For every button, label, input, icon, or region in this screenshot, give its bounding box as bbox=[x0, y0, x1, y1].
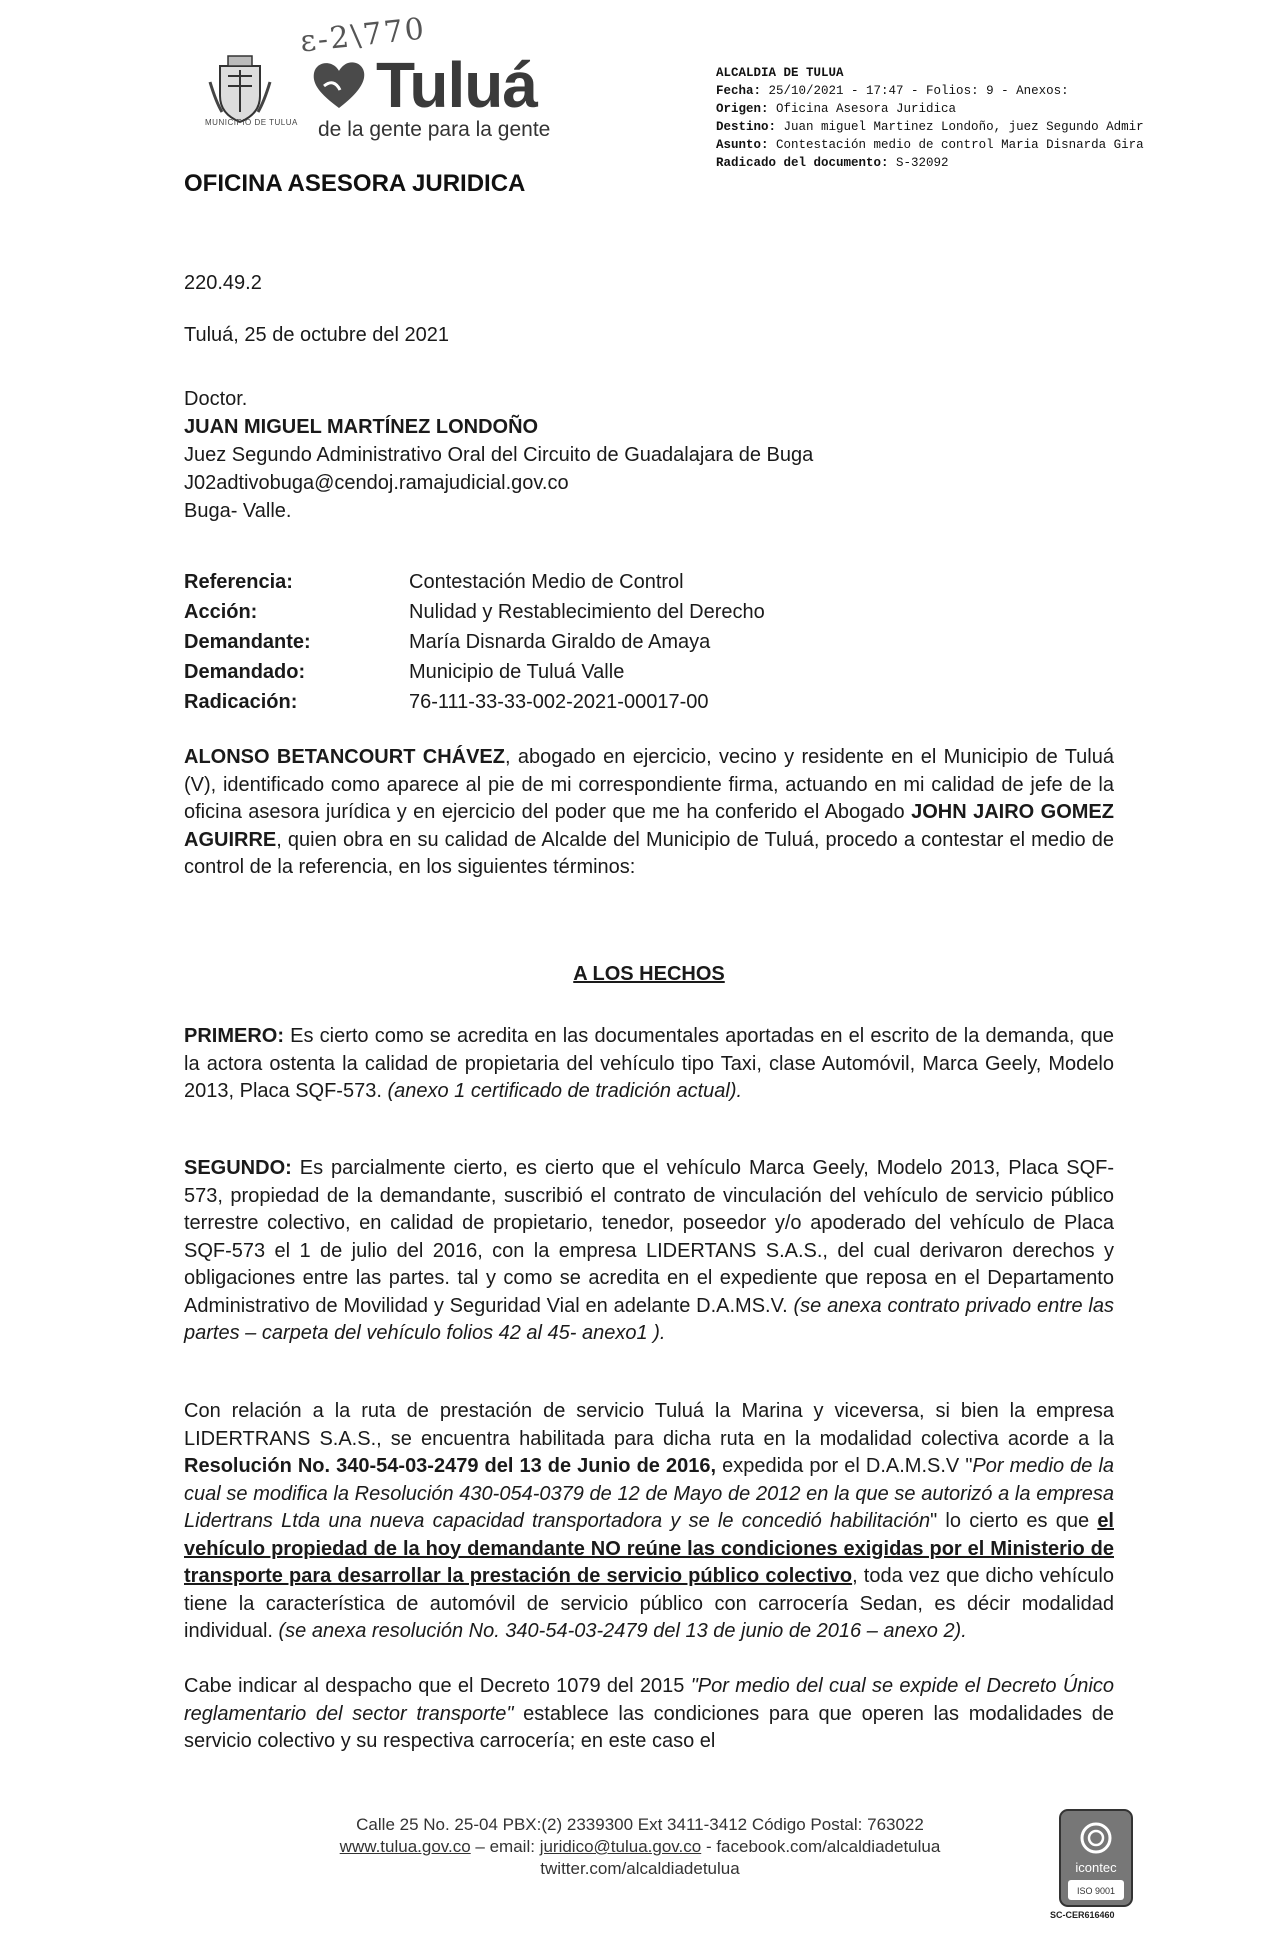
resolution-quote: Por medio de la cual se modifica la Resolución 430-054-0379 de 12 de Mayo de 2012 en la que se autorizó a la empresa Lidertrans Ltda una nueva capacidad transportadora y se le concedió habilitación bbox=[184, 1455, 1115, 1532]
reference-code: 220.49.2 bbox=[184, 272, 262, 294]
salutation: Doctor. bbox=[184, 388, 248, 410]
reference-row bbox=[184, 687, 765, 717]
reference-label: Referencia: bbox=[184, 571, 293, 593]
case-references bbox=[184, 567, 765, 717]
stamp-fecha-label: Fecha: bbox=[716, 84, 762, 98]
date-line: Tuluá, 25 de octubre del 2021 bbox=[184, 324, 450, 346]
lawyer-name: ALONSO BETANCOURT CHÁVEZ bbox=[184, 746, 505, 768]
handwritten-note: ε-2\770 bbox=[298, 11, 428, 60]
fact-label: SEGUNDO: bbox=[184, 1157, 292, 1179]
reference-value: Municipio de Tuluá Valle bbox=[409, 661, 625, 683]
stamp-destino-label: Destino: bbox=[716, 120, 777, 134]
footer-website-link[interactable]: www.tulua.gov.co bbox=[339, 1837, 471, 1856]
decree-quote: "Por medio del cual se expide el Decreto Único reglamentario del sector transporte" bbox=[184, 1675, 1114, 1725]
reference-label: Radicación: bbox=[184, 691, 298, 713]
resolution-ref: Resolución No. 340-54-03-2479 del 13 de Junio de 2016, bbox=[184, 1455, 717, 1477]
cert-iso: ISO 9001 bbox=[1076, 1886, 1116, 1896]
icontec-certification-icon bbox=[1058, 1808, 1134, 1908]
fact-text: Es cierto como se acredita en las documentales aportadas en el escrito de la demanda, que la actora ostenta la calidad de propietaria del vehículo tipo Taxi, clase Automóvil, Marca Geely, Modelo 2013, Placa SQF-573. bbox=[184, 1025, 1114, 1102]
office-title: OFICINA ASESORA JURIDICA bbox=[184, 170, 526, 197]
decree-text-2: establece las condiciones para que operen las modalidades de servicio colectivo y su respectiva carrocería; en este caso el bbox=[184, 1702, 1114, 1752]
route-annex: (se anexa resolución No. 340-54-03-2479 del 13 de junio de 2016 – anexo 2). bbox=[278, 1620, 967, 1642]
heart-logo-icon bbox=[310, 58, 368, 112]
intro-paragraph bbox=[184, 744, 1114, 882]
reference-row bbox=[184, 597, 765, 627]
municipal-crest-icon bbox=[208, 52, 272, 128]
reference-label: Acción: bbox=[184, 601, 258, 623]
crest-caption: MUNICIPIO DE TULUA bbox=[205, 118, 298, 127]
stamp-radicado: S-32092 bbox=[896, 156, 949, 170]
route-text-1: Con relación a la ruta de prestación de servicio Tuluá la Marina y viceversa, si bien la empresa LIDERTRANS S.A.S., se encuentra habilitada para dicha ruta en la modalidad colectiva acorde a la bbox=[184, 1400, 1114, 1450]
reference-label: Demandado: bbox=[184, 661, 306, 683]
route-paragraph bbox=[184, 1398, 1114, 1646]
cert-code: SC-CER616460 bbox=[1050, 1910, 1115, 1920]
fact-segundo bbox=[184, 1155, 1114, 1348]
footer-contact bbox=[250, 1814, 1030, 1880]
decree-text-1: Cabe indicar al despacho que el Decreto 1079 del 2015 bbox=[184, 1675, 691, 1697]
mayor-name: JOHN JAIRO GOMEZ AGUIRRE bbox=[184, 801, 1114, 851]
stamp-entity: ALCALDIA DE TULUA bbox=[716, 66, 844, 80]
footer-email-link[interactable]: juridico@tulua.gov.co bbox=[539, 1837, 702, 1856]
intro-text-1: , abogado en ejercicio, vecino y residente en el Municipio de Tuluá (V), identificado como aparece al pie de mi correspondiente firma, actuando en mi calidad de jefe de la oficina asesora jurídica y en ejercicio del poder que me ha conferido el Abogado bbox=[184, 746, 1114, 823]
cert-brand: icontec bbox=[1075, 1860, 1117, 1875]
brand-slogan: de la gente para la gente bbox=[318, 118, 551, 141]
reference-label: Demandante: bbox=[184, 631, 311, 653]
addressee-name: JUAN MIGUEL MARTÍNEZ LONDOÑO bbox=[184, 416, 539, 438]
decree-paragraph bbox=[184, 1673, 1114, 1756]
reference-value: 76-111-33-33-002-2021-00017-00 bbox=[409, 691, 709, 713]
footer-facebook: - facebook.com/alcaldiadetulua bbox=[701, 1837, 941, 1856]
reference-value: Nulidad y Restablecimiento del Derecho bbox=[409, 601, 765, 623]
fact-annex: (anexo 1 certificado de tradición actual). bbox=[387, 1080, 743, 1102]
reference-value: Contestación Medio de Control bbox=[409, 571, 684, 593]
fact-annex: (se anexa contrato privado entre las partes – carpeta del vehículo folios 42 al 45- anexo1 ). bbox=[184, 1294, 1114, 1344]
intro-text-2: , quien obra en su calidad de Alcalde del Municipio de Tuluá, procedo a contestar el medio de control de la referencia, en los siguientes términos: bbox=[184, 828, 1114, 878]
section-title: A LOS HECHOS bbox=[573, 963, 725, 985]
footer-twitter: twitter.com/alcaldiadetulua bbox=[540, 1859, 740, 1878]
fact-text: Es parcialmente cierto, es cierto que el vehículo Marca Geely, Modelo 2013, Placa SQF-573, propiedad de la demandante, suscribió el contrato de vinculación del vehículo de servicio público terrestre colectivo, en calidad de propietario, tenedor, poseedor y/o apoderado del vehículo de Placa SQF-573 el 1 de julio del 2016, con la empresa LIDERTANS S.A.S., del cual derivaron derechos y obligaciones entre las partes. tal y como se acredita en el expediente que reposa en el Departamento Administrativo de Movilidad y Seguridad Vial en adelante D.A.MS.V. bbox=[184, 1157, 1114, 1317]
route-text-2: expedida por el D.A.M.S.V " bbox=[716, 1455, 973, 1477]
reference-value: María Disnarda Giraldo de Amaya bbox=[409, 631, 711, 653]
reference-row bbox=[184, 657, 765, 687]
fact-primero bbox=[184, 1023, 1114, 1106]
reference-row bbox=[184, 567, 765, 597]
addressee-email: J02adtivobuga@cendoj.ramajudicial.gov.co bbox=[184, 472, 569, 494]
filing-stamp bbox=[716, 64, 1276, 172]
brand-name: Tuluá bbox=[376, 49, 537, 121]
fact-label: PRIMERO: bbox=[184, 1025, 284, 1047]
stamp-asunto-label: Asunto: bbox=[716, 138, 769, 152]
addressee-title: Juez Segundo Administrativo Oral del Circuito de Guadalajara de Buga bbox=[184, 444, 814, 466]
footer-email-sep: – email: bbox=[470, 1837, 540, 1856]
footer-address: Calle 25 No. 25-04 PBX:(2) 2339300 Ext 3411-3412 Código Postal: 763022 bbox=[356, 1815, 924, 1834]
stamp-origen: Oficina Asesora Juridica bbox=[776, 102, 957, 116]
route-text-3: " lo cierto es que bbox=[930, 1510, 1098, 1532]
stamp-asunto: Contestación medio de control Maria Disnarda Gira bbox=[776, 138, 1144, 152]
reference-row bbox=[184, 627, 765, 657]
addressee-city: Buga- Valle. bbox=[184, 500, 292, 522]
key-finding: el vehículo propiedad de la hoy demandante NO reúne las condiciones exigidas por el Ministerio de transporte para desarrollar la prestación de servicio público colectivo bbox=[184, 1510, 1114, 1587]
stamp-origen-label: Origen: bbox=[716, 102, 769, 116]
stamp-radicado-label: Radicado del documento: bbox=[716, 156, 889, 170]
stamp-destino: Juan miguel Martinez Londoño, juez Segundo Admir bbox=[783, 120, 1144, 134]
route-text-4: , toda vez que dicho vehículo tiene la característica de automóvil de servicio público con carrocería Sedan, es décir modalidad individual. bbox=[184, 1565, 1114, 1642]
stamp-fecha: 25/10/2021 - 17:47 - Folios: 9 - Anexos: bbox=[768, 84, 1069, 98]
addressee-block bbox=[184, 385, 813, 525]
